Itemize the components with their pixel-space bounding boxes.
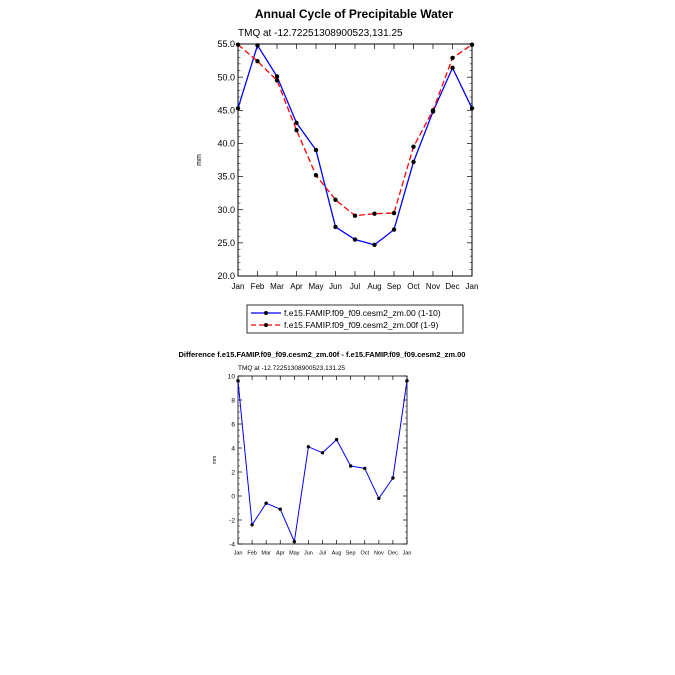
x-tick-label: Jul [349,282,361,291]
legend-label-series-2: f.e15.FAMIP.f09_f09.cesm2_zm.00f (1-9) [284,320,439,330]
x-tick-label: Oct [407,282,420,291]
series-2-point [450,56,454,60]
x-tick-label: Aug [367,282,382,291]
series-1-point [470,106,474,110]
y-tick-label: 4 [231,445,235,453]
legend-marker-series-2 [264,323,268,327]
series-2-point [275,78,279,82]
x-tick-label: Sep [345,550,356,557]
series-1-point [372,243,376,247]
x-tick-label: Feb [247,550,257,557]
series-1-point [250,523,253,526]
series-2-point [411,145,415,149]
series-1-point [307,445,310,448]
y-tick-label: 25.0 [217,238,235,249]
x-tick-label: Jun [303,550,313,557]
y-tick-label: -4 [229,541,235,549]
chart2-subtitle: TMQ at -12.72251308900523,131.25 [238,365,345,372]
series-1-point [333,225,337,229]
series-2-point [333,198,337,202]
series-1-point [236,379,239,382]
series-1-point [314,148,318,152]
x-tick-label: Dec [388,550,398,557]
y-tick-label: -2 [229,517,235,525]
x-tick-label: Dec [445,282,460,291]
series-1-point [349,464,352,467]
x-tick-label: Nov [425,282,441,291]
series-1-point [363,467,366,470]
series-1-point [255,43,259,47]
series-1-point [411,160,415,164]
series-1-point [293,540,296,543]
y-tick-label: 10 [227,373,235,381]
x-tick-label: Mar [261,550,271,557]
chart1-title: Annual Cycle of Precipitable Water [254,7,454,21]
y-tick-label: 55.0 [217,39,235,50]
y-tick-label: 40.0 [217,138,235,149]
series-1-point [450,66,454,70]
x-tick-label: Jul [318,550,327,557]
x-tick-label: Jan [402,550,412,557]
series-2-point [294,128,298,132]
series-2-point [470,42,474,46]
x-tick-label: Jan [465,282,479,291]
y-tick-label: 20.0 [217,271,235,282]
series-1-point [321,451,324,454]
x-tick-label: Jan [231,282,245,291]
series-2-point [392,211,396,215]
series-1-point [275,74,279,78]
series-2-point [255,59,259,63]
x-tick-label: Sep [386,282,402,291]
y-tick-label: 50.0 [217,72,235,83]
series-1-point [405,379,408,382]
series-1-point [335,438,338,441]
chart2-ylabel: mm [212,455,218,465]
series-2-point [431,108,435,112]
legend-marker-series-1 [264,311,268,315]
series-1-point [391,476,394,479]
series-1-point [279,508,282,511]
series-2-point [314,173,318,177]
x-tick-label: Apr [275,550,285,557]
series-2-point [372,211,376,215]
series-1-point [353,237,357,241]
series-1-point [264,502,267,505]
series-2-point [353,213,357,217]
y-tick-label: 45.0 [217,105,235,116]
chart2-title: Difference f.e15.FAMIP.f09_f09.cesm2_zm.00f - f.e15.FAMIP.f09_f09.cesm2_zm.00 [178,350,466,359]
y-tick-label: 6 [231,421,235,429]
y-tick-label: 35.0 [217,171,235,182]
series-1-point [294,121,298,125]
y-tick-label: 0 [231,493,235,501]
x-tick-label: May [308,282,324,291]
y-tick-label: 2 [231,469,235,477]
chart1-ylabel: mm [196,154,203,166]
y-tick-label: 8 [231,397,235,405]
series-1-point [377,497,380,500]
series-1-point [236,106,240,110]
series-1-point [392,227,396,231]
x-tick-label: Aug [331,550,342,557]
series-2-point [236,42,240,46]
x-tick-label: Apr [290,282,303,291]
x-tick-label: Jan [233,550,243,557]
chart1-subtitle: TMQ at -12.72251308900523,131.25 [238,28,403,39]
x-tick-label: Mar [270,282,284,291]
x-tick-label: Jun [329,282,342,291]
x-tick-label: Oct [360,550,370,557]
x-tick-label: Nov [373,550,384,557]
legend-label-series-1: f.e15.FAMIP.f09_f09.cesm2_zm.00 (1-10) [284,308,441,318]
x-tick-label: Feb [250,282,265,291]
x-tick-label: May [289,550,300,557]
y-tick-label: 30.0 [217,204,235,215]
